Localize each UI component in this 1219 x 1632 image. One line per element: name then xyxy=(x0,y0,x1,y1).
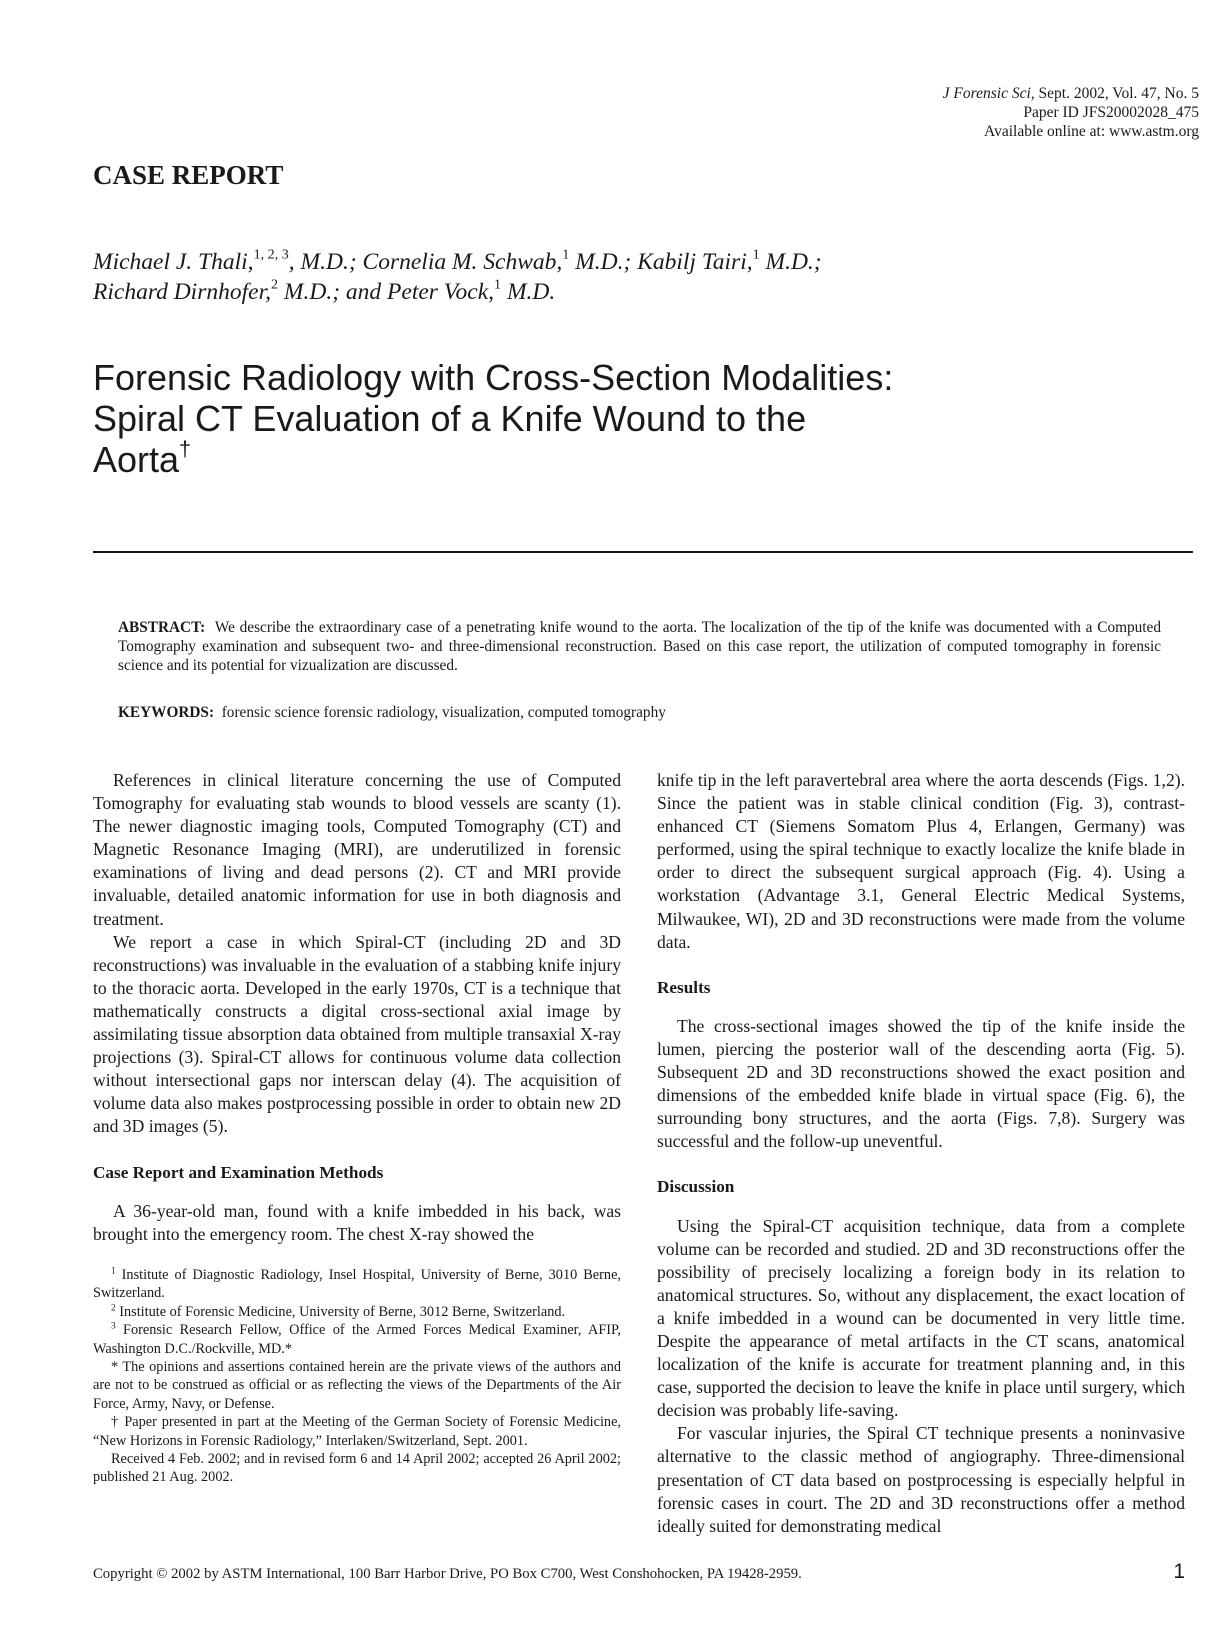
author-vock-degree: M.D. xyxy=(501,279,556,305)
availability-note: Available online at: www.astm.org xyxy=(984,123,1199,140)
author-tairi-degree: M.D.; xyxy=(759,249,822,275)
title-line-1: Forensic Radiology with Cross-Section Modalities: xyxy=(93,357,894,398)
author-dirnhofer: Richard Dirnhofer, xyxy=(93,279,271,305)
footnotes xyxy=(93,1266,621,1487)
title-divider xyxy=(93,551,1193,553)
author-tairi-affiliation: 1 xyxy=(752,246,760,263)
paper-id: Paper ID JFS20002028_475 xyxy=(1023,104,1199,121)
footnote-disclaimer: * The opinions and assertions contained herein are the private views of the authors and are not to be construed as official or as reflecting the views of the Departments of the Air Force, Army, Navy, or Defense. xyxy=(93,1359,621,1412)
section-heading-case-report: Case Report and Examination Methods xyxy=(93,1162,384,1182)
footnote-1-text: Institute of Diagnostic Radiology, Insel Hospital, University of Berne, 3010 Berne, Switzerland. xyxy=(93,1267,621,1302)
title-line-2: Spiral CT Evaluation of a Knife Wound to the xyxy=(93,398,807,439)
footnote-dagger: † Paper presented in part at the Meeting of the German Society of Forensic Medicine, “New Horizons in Forensic Radiology,” Interlaken/Switzerland, Sept. 2001. xyxy=(93,1414,621,1449)
keywords xyxy=(118,704,666,722)
author-dirnhofer-affiliation: 2 xyxy=(270,276,279,293)
footnote-1-mark: 1 xyxy=(111,1266,116,1277)
section-label: CASE REPORT xyxy=(93,160,284,190)
section-heading-results: Results xyxy=(657,977,711,997)
journal-issue: Sept. 2002, Vol. 47, No. 5 xyxy=(1034,85,1199,102)
title-line-3 xyxy=(93,435,973,480)
abstract-label: ABSTRACT: xyxy=(118,619,206,636)
body-paragraph: The cross-sectional images showed the tip of the knife inside the lumen, piercing the posterior wall of the descending aorta (Fig. 5). Subsequent 2D and 3D reconstructions showed the exact position and dimensions of the embedded knife blade in virtual space (Fig. 6), the surrounding bony structures, and the aorta (Figs. 7,8). Surgery was successful and the follow-up uneventful. xyxy=(657,1015,1185,1152)
journal-header xyxy=(943,84,1199,141)
footnote-1 xyxy=(93,1266,621,1303)
body-paragraph: We report a case in which Spiral-CT (including 2D and 3D reconstructions) was invaluable in the evaluation of a stabbing knife injury to the thoracic aorta. Developed in the early 1970s, CT is a technique that mathematically constructs a digital cross-sectional axial image by assimilating tissue absorption data obtained from multiple transaxial X-ray projections (3). Spiral-CT allows for continuous volume data collection without intersectional gaps nor interscan delay (4). The acquisition of volume data also makes postprocessing possible in order to obtain new 2D and 3D images (5). xyxy=(93,931,621,1137)
section-heading-discussion: Discussion xyxy=(657,1177,735,1197)
journal-citation xyxy=(943,84,1199,103)
keywords-label: KEYWORDS: xyxy=(118,704,215,721)
author-list xyxy=(93,247,993,307)
author-vock-affiliation: 1 xyxy=(494,276,502,293)
title-line-3-text: Aorta xyxy=(93,439,180,480)
footnote-3-mark: 3 xyxy=(111,1321,116,1332)
author-schwab: , M.D.; Cornelia M. Schwab, xyxy=(288,249,563,275)
body-column-left xyxy=(93,769,621,1246)
author-vock: M.D.; and Peter Vock, xyxy=(278,279,495,305)
body-paragraph: For vascular injuries, the Spiral CT technique presents a noninvasive alternative to the classic method of angiography. Three-dimensional presentation of CT data based on postprocessing is especially helpful in forensic cases in court. The 2D and 3D reconstructions offer a method ideally suited for demonstrating medical xyxy=(657,1423,1185,1536)
abstract-text: We describe the extraordinary case of a penetrating knife wound to the aorta. The localization of the tip of the knife was documented with a Computed Tomography examination and subsequent two- and three-dimensional reconstruction. Based on this case report, the utilization of computed tomography in forensic science and its potential for vizualization are discussed. xyxy=(118,619,1161,674)
body-paragraph: Using the Spiral-CT acquisition technique, data from a complete volume can be recorded and studied. 2D and 3D reconstructions offer the possibility of precisely localizing a foreign body in its relation to anatomical structures. So, without any displacement, the exact location of a knife imbedded in a wound can be documented in very little time. Despite the appearance of metal artifacts in the CT scans, anatomical localization of the knife is accurate for treatment planning and, in this case, supported the decision to leave the knife in place until surgery, which decision was probably life-saving. xyxy=(657,1215,1185,1421)
title-dagger: † xyxy=(179,435,192,461)
author-tairi: M.D.; Kabilj Tairi, xyxy=(569,249,753,275)
journal-name: J Forensic Sci, xyxy=(942,85,1035,102)
author-thali-affiliation: 1, 2, 3 xyxy=(253,246,289,263)
author-thali: Michael J. Thali, xyxy=(93,249,254,275)
footnote-3 xyxy=(93,1321,621,1358)
body-paragraph: A 36-year-old man, found with a knife imbedded in his back, was brought into the emergency room. The chest X-ray showed the xyxy=(93,1200,621,1244)
copyright-notice: Copyright © 2002 by ASTM International, 100 Barr Harbor Drive, PO Box C700, West Conshohocken, PA 19428-2959. xyxy=(93,1566,802,1582)
page-number: 1 xyxy=(1173,1560,1185,1583)
body-paragraph: knife tip in the left paravertebral area where the aorta descends (Figs. 1,2). Since the patient was in stable clinical condition (Fig. 3), contrast-enhanced CT (Siemens Somatom Plus 4, Erlangen, Germany) was performed, using the spiral technique to exactly localize the knife blade in order to direct the subsequent surgical approach (Fig. 4). Using a workstation (Advantage 3.1, General Electric Medical Systems, Milwaukee, WI), 2D and 3D reconstructions were made from the volume data. xyxy=(657,770,1185,952)
footnote-received: Received 4 Feb. 2002; and in revised form 6 and 14 April 2002; accepted 26 April 2002; published 21 Aug. 2002. xyxy=(93,1451,621,1486)
body-column-right xyxy=(657,769,1185,1538)
keywords-text: forensic science forensic radiology, visualization, computed tomography xyxy=(221,704,666,721)
body-paragraph: References in clinical literature concerning the use of Computed Tomography for evaluating stab wounds to blood vessels are scanty (1). The newer diagnostic imaging tools, Computed Tomography (CT) and Magnetic Resonance Imaging (MRI), are underutilized in forensic examinations of living and dead persons (2). CT and MRI provide invaluable, detailed anatomic information for use in both diagnosis and treatment. xyxy=(93,770,621,929)
footnote-2 xyxy=(93,1303,621,1321)
footnote-3-text: Forensic Research Fellow, Office of the Armed Forces Medical Examiner, AFIP, Washington D.C./Rockville, MD.* xyxy=(93,1322,621,1357)
abstract xyxy=(118,618,1161,675)
footnote-2-mark: 2 xyxy=(111,1303,116,1314)
footnote-2-text: Institute of Forensic Medicine, University of Berne, 3012 Berne, Switzerland. xyxy=(115,1303,566,1320)
author-schwab-affiliation: 1 xyxy=(562,246,570,263)
paper-title xyxy=(93,357,973,480)
